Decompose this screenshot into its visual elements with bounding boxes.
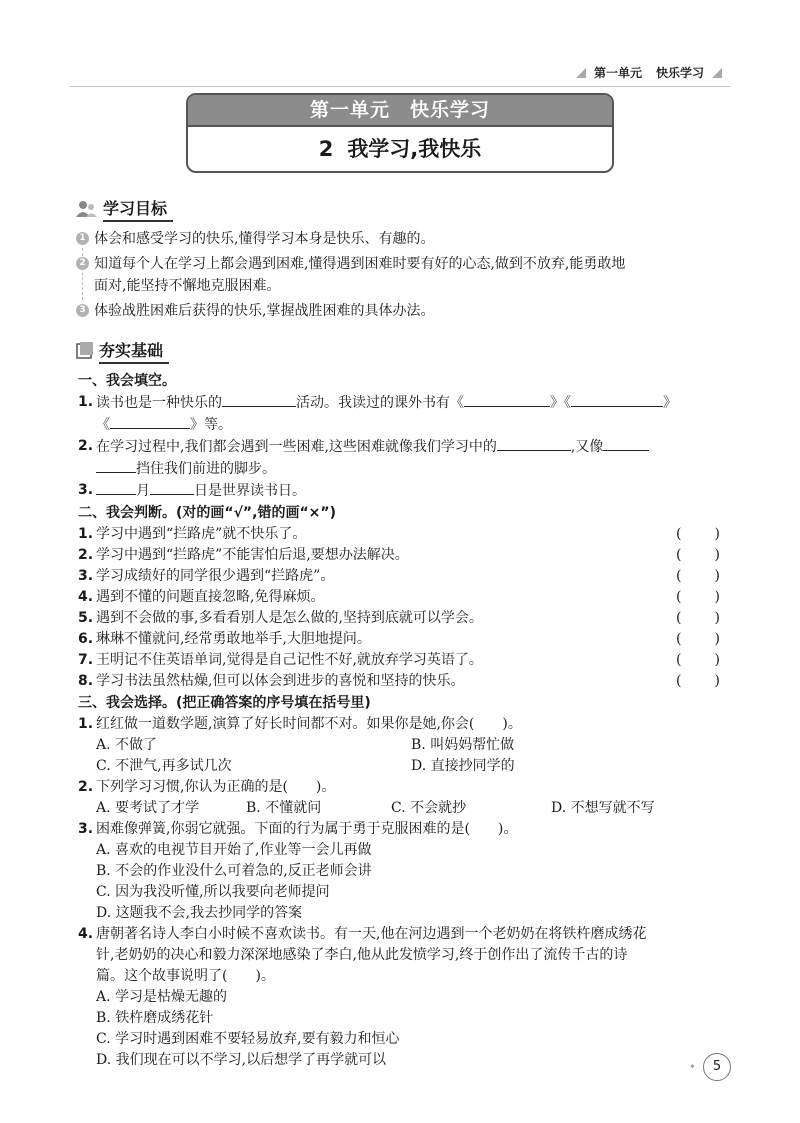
students-icon — [76, 200, 98, 218]
option[interactable]: D. 我们现在可以不学习,以后想学了再学就可以 — [96, 1052, 387, 1068]
question-text: 王明记不住英语单词,觉得是自己记性不好,就放弃学习英语了。 — [96, 652, 483, 668]
question-text: 》等。 — [190, 417, 232, 433]
question-number: 3. — [78, 568, 94, 584]
question-stem: 困难像弹簧,你弱它就强。下面的行为属于勇于克服困难的是( )。 — [96, 821, 518, 837]
option[interactable]: D. 这题我不会,我去抄同学的答案 — [96, 905, 303, 921]
question-stem: 篇。这个故事说明了( )。 — [96, 968, 275, 984]
choice-question — [78, 777, 728, 798]
question-number: 4. — [78, 589, 94, 605]
choice-question — [78, 819, 728, 840]
goal-number: 1 — [76, 232, 89, 245]
lesson-title: 我学习,我快乐 — [347, 137, 482, 161]
basics-heading-text: 夯实基础 — [99, 338, 169, 364]
question-number: 3. — [78, 482, 94, 498]
choice-question — [78, 714, 728, 735]
header-unit: 第一单元 — [593, 66, 642, 80]
question-text: 读书也是一种快乐的 — [96, 395, 222, 411]
question-number: 8. — [78, 673, 94, 689]
answer-blank[interactable] — [150, 480, 194, 495]
goal-number: 2 — [76, 257, 89, 270]
question-stem: 下列学习习惯,你认为正确的是( )。 — [96, 779, 336, 795]
basics-heading — [76, 338, 169, 364]
goal-item — [76, 300, 736, 322]
answer-blank[interactable] — [571, 392, 663, 407]
judge-item — [78, 524, 728, 545]
question-text: ,又像 — [570, 439, 604, 455]
goal-text: 面对,能坚持不懈地克服困难。 — [94, 278, 281, 294]
option[interactable]: A. 不做了 — [96, 737, 158, 753]
part2-title: 二、我会判断。(对的画“√”,错的画“×”) — [78, 505, 336, 521]
answer-blank[interactable] — [464, 392, 550, 407]
header-topic: 快乐学习 — [655, 66, 704, 80]
judge-item — [78, 629, 728, 650]
question-text: 《 — [96, 417, 110, 433]
option[interactable]: A. 学习是枯燥无趣的 — [96, 989, 228, 1005]
option[interactable]: D. 直接抄同学的 — [411, 758, 515, 774]
sparkle-icon: ✦ — [689, 1062, 696, 1071]
question-text: 学习书法虽然枯燥,但可以体会到进步的喜悦和坚持的快乐。 — [96, 673, 465, 689]
option[interactable]: C. 不会就抄 — [391, 800, 467, 816]
option[interactable]: A. 要考试了才学 — [96, 800, 200, 816]
option[interactable]: B. 不懂就问 — [246, 800, 322, 816]
option[interactable]: C. 因为我没听懂,所以我要向老师提问 — [96, 884, 330, 900]
goal-item — [76, 253, 736, 297]
fill-question — [78, 436, 728, 480]
question-number: 2. — [78, 547, 94, 563]
question-stem: 红红做一道数学题,演算了好长时间都不对。如果你是她,你会( )。 — [96, 716, 522, 732]
question-text: 遇到不会做的事,多看看别人是怎么做的,坚持到底就可以学会。 — [96, 610, 483, 626]
question-text: 学习中遇到“拦路虎”不能害怕后退,要想办法解决。 — [96, 547, 409, 563]
option[interactable]: D. 不想写就不写 — [551, 800, 655, 816]
answer-blank[interactable] — [222, 392, 296, 407]
goal-item — [76, 228, 736, 250]
question-number: 5. — [78, 610, 94, 626]
triangle-left-icon — [576, 68, 586, 78]
option[interactable]: A. 喜欢的电视节目开始了,作业等一会儿再做 — [96, 842, 372, 858]
judge-item — [78, 566, 728, 587]
options-grid — [78, 735, 728, 777]
question-text: 琳琳不懂就问,经常勇敢地举手,大胆地提问。 — [96, 631, 371, 647]
unit-title: 第一单元 快乐学习 — [188, 95, 612, 127]
exercise-content — [78, 370, 728, 1071]
judge-item — [78, 650, 728, 671]
judge-list — [78, 524, 728, 692]
choice-question — [78, 924, 728, 987]
answer-blank[interactable] — [497, 436, 571, 451]
answer-paren[interactable]: ( ) — [676, 568, 720, 584]
part3-title: 三、我会选择。(把正确答案的序号填在括号里) — [78, 695, 371, 711]
question-number: 1. — [78, 716, 94, 732]
answer-paren[interactable]: ( ) — [676, 547, 720, 563]
answer-paren[interactable]: ( ) — [676, 673, 720, 689]
judge-item — [78, 671, 728, 692]
triangle-right-icon — [712, 68, 722, 78]
title-box — [186, 93, 614, 173]
lesson-number: 2 — [318, 137, 334, 161]
goals-list — [76, 228, 736, 325]
running-header — [576, 64, 722, 81]
judge-item — [78, 545, 728, 566]
question-number: 3. — [78, 821, 94, 837]
question-text: 》《 — [550, 395, 571, 411]
judge-item — [78, 608, 728, 629]
notebook-icon — [76, 342, 94, 360]
question-number: 4. — [78, 926, 94, 942]
option[interactable]: C. 不泄气,再多试几次 — [96, 758, 232, 774]
question-stem: 针,老奶奶的决心和毅力深深地感染了李白,他从此发愤学习,终于创作出了流传千古的诗 — [96, 947, 628, 963]
header-rule — [70, 86, 730, 87]
option[interactable]: B. 不会的作业没什么可着急的,反正老师会讲 — [96, 863, 372, 879]
question-stem: 唐朝著名诗人李白小时候不喜欢读书。有一天,他在河边遇到一个老奶奶在将铁杵磨成绣花 — [96, 926, 647, 942]
question-text: 月 — [136, 483, 150, 499]
goal-number: 3 — [76, 304, 89, 317]
question-text: 学习中遇到“拦路虎”就不快乐了。 — [96, 526, 307, 542]
question-text: 日是世界读书日。 — [194, 483, 306, 499]
options-list — [78, 987, 728, 1071]
goals-heading-text: 学习目标 — [103, 196, 173, 222]
question-number: 2. — [78, 779, 94, 795]
question-text: 》 — [663, 395, 677, 411]
question-text: 学习成绩好的同学很少遇到“拦路虎”。 — [96, 568, 335, 584]
question-text: 在学习过程中,我们都会遇到一些困难,这些困难就像我们学习中的 — [96, 439, 497, 455]
options-list — [78, 840, 728, 924]
option[interactable]: B. 叫妈妈帮忙做 — [411, 737, 515, 753]
fill-question — [78, 392, 728, 436]
answer-paren[interactable]: ( ) — [676, 589, 720, 605]
question-number: 2. — [78, 438, 94, 454]
answer-blank[interactable] — [603, 436, 649, 451]
question-number: 1. — [78, 394, 94, 410]
judge-item — [78, 587, 728, 608]
answer-blank[interactable] — [110, 414, 190, 429]
question-number: 7. — [78, 652, 94, 668]
question-number: 1. — [78, 526, 94, 542]
answer-blank[interactable] — [96, 458, 136, 473]
page-number: 5 — [703, 1053, 731, 1081]
goal-text: 体验战胜困难后获得的快乐,掌握战胜困难的具体办法。 — [94, 303, 435, 319]
fill-question — [78, 480, 728, 502]
question-text: 遇到不懂的问题直接忽略,免得麻烦。 — [96, 589, 325, 605]
options-grid — [78, 798, 728, 819]
option[interactable]: C. 学习时遇到困难不要轻易放弃,要有毅力和恒心 — [96, 1031, 400, 1047]
answer-paren[interactable]: ( ) — [676, 652, 720, 668]
answer-paren[interactable]: ( ) — [676, 631, 720, 647]
option[interactable]: B. 铁杵磨成绣花针 — [96, 1010, 214, 1026]
question-text: 活动。我读过的课外书有《 — [296, 395, 464, 411]
goal-text: 知道每个人在学习上都会遇到困难,懂得遇到困难时要有好的心态,做到不放弃,能勇敢地 — [94, 256, 626, 272]
question-text: 挡住我们前进的脚步。 — [136, 461, 276, 477]
answer-paren[interactable]: ( ) — [676, 610, 720, 626]
goal-text: 体会和感受学习的快乐,懂得学习本身是快乐、有趣的。 — [94, 231, 435, 247]
answer-paren[interactable]: ( ) — [676, 526, 720, 542]
lesson-title-row — [188, 127, 612, 171]
question-number: 6. — [78, 631, 94, 647]
answer-blank[interactable] — [96, 480, 136, 495]
goals-heading — [76, 196, 173, 222]
part1-title: 一、我会填空。 — [78, 373, 176, 389]
